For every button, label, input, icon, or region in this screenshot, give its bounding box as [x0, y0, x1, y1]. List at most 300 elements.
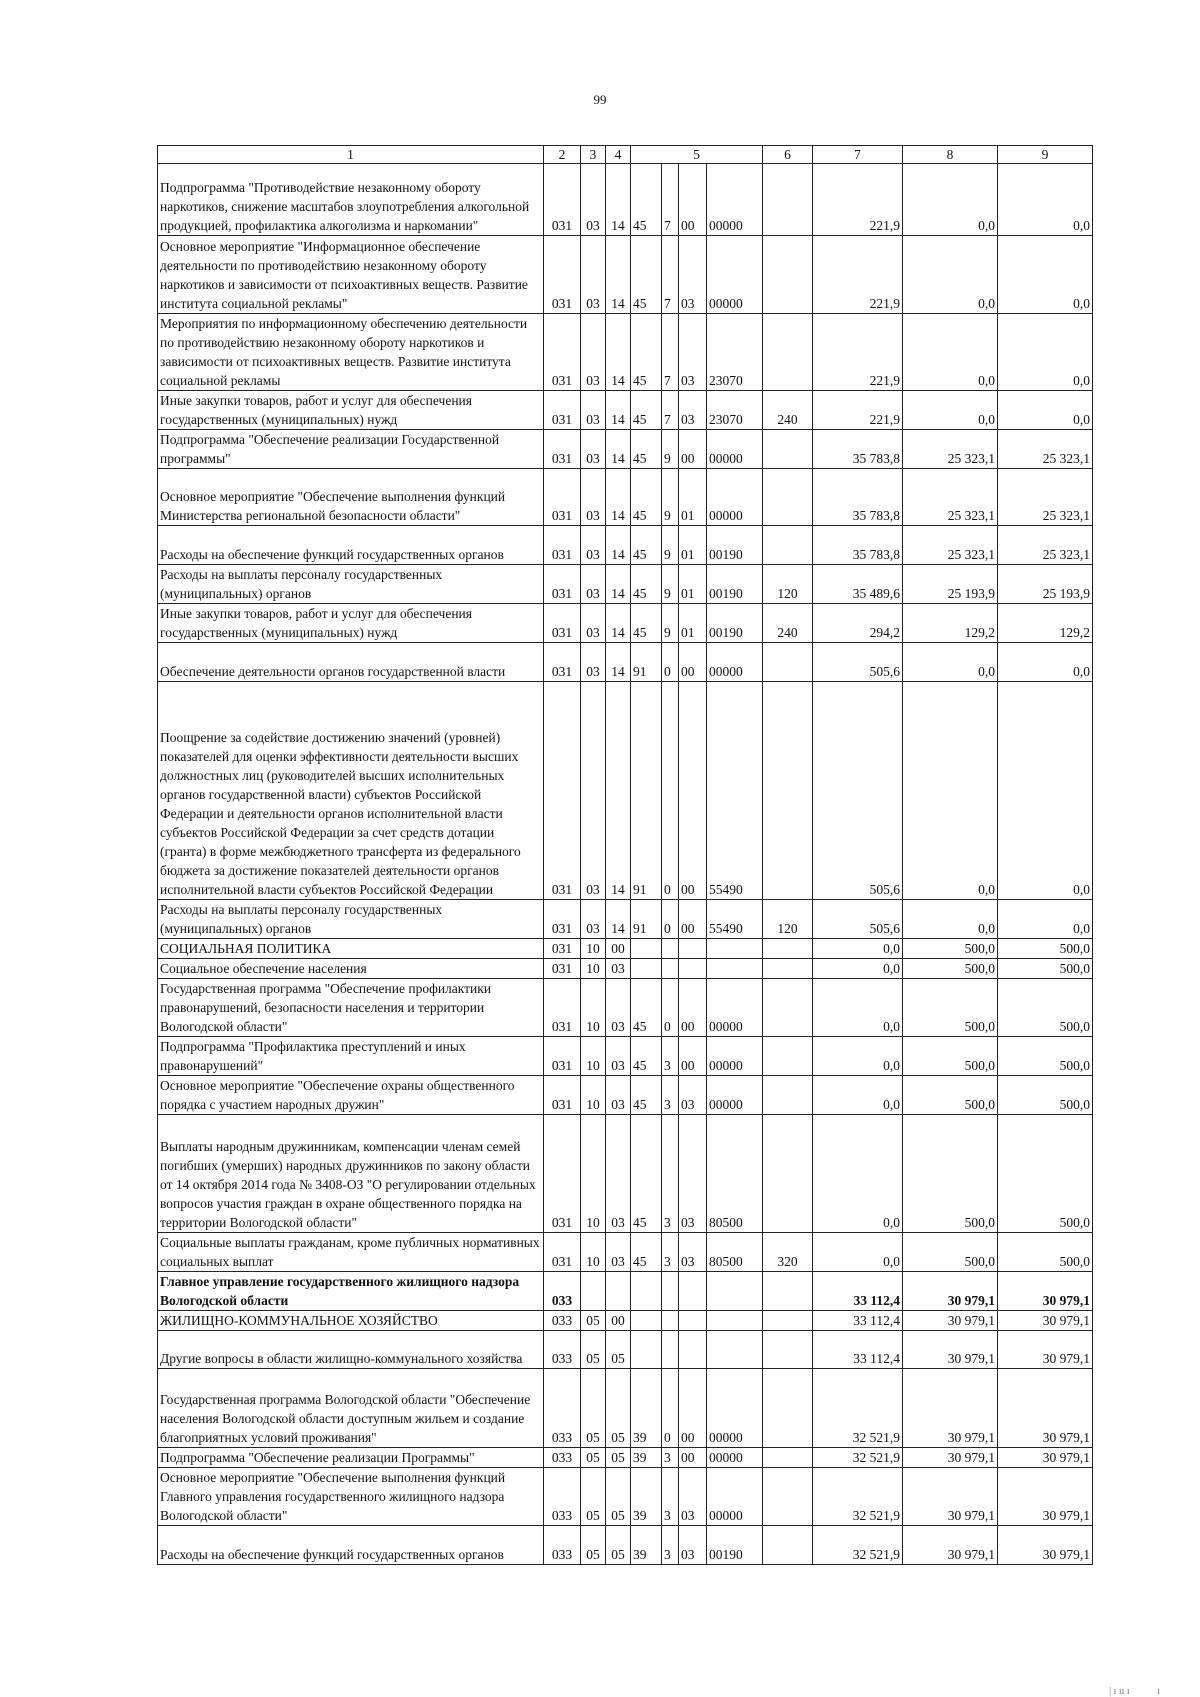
- row-col9-value: 0,0: [998, 314, 1093, 391]
- row-program-code-part1: 45: [631, 164, 662, 236]
- row-col9-value: 30 979,1: [998, 1311, 1093, 1331]
- row-name-cell: Основное мероприятие "Обеспечение выполнения функций Главного управления государственного жилищного надзора Вологодской области": [158, 1468, 544, 1526]
- row-name-cell: Основное мероприятие "Информационное обеспечение деятельности по противодействию незаконному обороту наркотиков и зависимости от психоактивных веществ. Развитие института социальной рекламы": [158, 236, 544, 314]
- row-col2-cell: 031: [544, 643, 581, 682]
- header-row: [158, 146, 1093, 164]
- row-col6-cell: [763, 1311, 813, 1331]
- row-col8-value: 500,0: [903, 1076, 998, 1115]
- row-program-code-part4: 00000: [707, 1369, 763, 1448]
- row-program-code-part4: 23070: [707, 314, 763, 391]
- page-number: 99: [593, 92, 607, 107]
- row-col3-cell: 10: [581, 1076, 606, 1115]
- row-program-code-part1: 39: [631, 1369, 662, 1448]
- row-name-cell: Расходы на выплаты персоналу государственных (муниципальных) органов: [158, 565, 544, 604]
- row-program-code-part2: 7: [662, 236, 679, 314]
- row-name-cell: Основное мероприятие "Обеспечение выполнения функций Министерства региональной безопасности области": [158, 469, 544, 526]
- row-name-cell: Подпрограмма "Профилактика преступлений и иных правонарушений": [158, 1037, 544, 1076]
- row-col7-value: 32 521,9: [813, 1369, 903, 1448]
- row-col3-cell: 03: [581, 900, 606, 939]
- row-col3-cell: 10: [581, 1115, 606, 1233]
- row-col6-cell: 240: [763, 604, 813, 643]
- row-program-code-part1: 45: [631, 1076, 662, 1115]
- table-row: [158, 1369, 1093, 1448]
- table-row: [158, 1331, 1093, 1369]
- row-program-code-part1: 39: [631, 1468, 662, 1526]
- row-program-code-part1: 45: [631, 1115, 662, 1233]
- row-program-code-part4: 55490: [707, 900, 763, 939]
- row-col8-value: 500,0: [903, 959, 998, 979]
- table-row: [158, 430, 1093, 469]
- row-program-code-part2: 3: [662, 1468, 679, 1526]
- row-program-code-part3: 01: [679, 604, 707, 643]
- row-col9-value: 500,0: [998, 1076, 1093, 1115]
- row-name-cell: Государственная программа Вологодской области "Обеспечение населения Вологодской области доступным жильем и создание благоприятных условий проживания": [158, 1369, 544, 1448]
- row-col8-value: 30 979,1: [903, 1526, 998, 1565]
- row-program-code-part1: 45: [631, 430, 662, 469]
- row-program-code-part1: 45: [631, 979, 662, 1037]
- row-col8-value: 25 323,1: [903, 469, 998, 526]
- row-program-code-part2: [662, 1272, 679, 1311]
- row-col6-cell: 120: [763, 900, 813, 939]
- row-col3-cell: 10: [581, 1037, 606, 1076]
- row-program-code-part4: 00000: [707, 1468, 763, 1526]
- row-col4-cell: 03: [606, 1233, 631, 1272]
- row-col4-cell: 03: [606, 1076, 631, 1115]
- row-col6-cell: [763, 1331, 813, 1369]
- row-name-cell: ЖИЛИЩНО-КОММУНАЛЬНОЕ ХОЗЯЙСТВО: [158, 1311, 544, 1331]
- row-program-code-part4: 00190: [707, 526, 763, 565]
- row-col6-cell: 120: [763, 565, 813, 604]
- row-col6-cell: [763, 1272, 813, 1311]
- row-col2-cell: 033: [544, 1272, 581, 1311]
- row-col8-value: 0,0: [903, 643, 998, 682]
- row-col9-value: 500,0: [998, 1233, 1093, 1272]
- table-row: [158, 1233, 1093, 1272]
- row-col9-value: 500,0: [998, 1037, 1093, 1076]
- row-program-code-part1: [631, 1272, 662, 1311]
- row-col9-value: 0,0: [998, 643, 1093, 682]
- row-program-code-part1: 45: [631, 1037, 662, 1076]
- table-row: [158, 1272, 1093, 1311]
- scan-marks: | ı ıı ı ı: [1109, 1686, 1160, 1697]
- row-name-cell: Обеспечение деятельности органов государственной власти: [158, 643, 544, 682]
- row-col4-cell: 14: [606, 900, 631, 939]
- row-col2-cell: 031: [544, 1076, 581, 1115]
- row-col7-value: 0,0: [813, 939, 903, 959]
- row-col4-cell: 14: [606, 391, 631, 430]
- table-row: [158, 682, 1093, 900]
- row-col2-cell: 033: [544, 1331, 581, 1369]
- row-program-code-part4: 23070: [707, 391, 763, 430]
- row-col7-value: 221,9: [813, 391, 903, 430]
- row-col9-value: 0,0: [998, 164, 1093, 236]
- row-program-code-part1: 39: [631, 1448, 662, 1468]
- row-col7-value: 32 521,9: [813, 1448, 903, 1468]
- row-program-code-part4: 00190: [707, 1526, 763, 1565]
- row-col2-cell: 031: [544, 391, 581, 430]
- row-col9-value: 500,0: [998, 1115, 1093, 1233]
- row-col7-value: 294,2: [813, 604, 903, 643]
- row-col7-value: 505,6: [813, 682, 903, 900]
- row-program-code-part4: 80500: [707, 1233, 763, 1272]
- row-program-code-part3: 03: [679, 1526, 707, 1565]
- row-col3-cell: 05: [581, 1311, 606, 1331]
- row-col6-cell: [763, 682, 813, 900]
- table-row: [158, 939, 1093, 959]
- row-col9-value: 30 979,1: [998, 1526, 1093, 1565]
- table-row: [158, 643, 1093, 682]
- row-col3-cell: 03: [581, 236, 606, 314]
- row-program-code-part1: [631, 1311, 662, 1331]
- row-col7-value: 505,6: [813, 900, 903, 939]
- row-name-cell: Подпрограмма "Противодействие незаконному обороту наркотиков, снижение масштабов злоупотребления алкогольной продукцией, профилактика алкоголизма и наркомании": [158, 164, 544, 236]
- row-col2-cell: 031: [544, 314, 581, 391]
- row-col7-value: 221,9: [813, 314, 903, 391]
- row-program-code-part4: 00000: [707, 430, 763, 469]
- row-col2-cell: 031: [544, 682, 581, 900]
- row-program-code-part3: 03: [679, 314, 707, 391]
- row-col2-cell: 031: [544, 164, 581, 236]
- row-col7-value: 35 783,8: [813, 430, 903, 469]
- row-col3-cell: 05: [581, 1526, 606, 1565]
- row-program-code-part3: 00: [679, 164, 707, 236]
- row-program-code-part3: 03: [679, 1076, 707, 1115]
- row-program-code-part3: 01: [679, 565, 707, 604]
- row-col8-value: 30 979,1: [903, 1331, 998, 1369]
- row-program-code-part3: 03: [679, 1468, 707, 1526]
- row-name-cell: Подпрограмма "Обеспечение реализации Программы": [158, 1448, 544, 1468]
- row-col9-value: 30 979,1: [998, 1272, 1093, 1311]
- table-row: [158, 1311, 1093, 1331]
- row-col9-value: 30 979,1: [998, 1331, 1093, 1369]
- row-col7-value: 32 521,9: [813, 1526, 903, 1565]
- row-program-code-part3: 00: [679, 1448, 707, 1468]
- row-col3-cell: 03: [581, 643, 606, 682]
- row-col4-cell: 14: [606, 236, 631, 314]
- row-col4-cell: 03: [606, 959, 631, 979]
- row-col8-value: 129,2: [903, 604, 998, 643]
- row-col2-cell: 031: [544, 430, 581, 469]
- col-header-7: 7: [813, 146, 903, 164]
- row-col3-cell: 05: [581, 1448, 606, 1468]
- row-col4-cell: 05: [606, 1526, 631, 1565]
- row-name-cell: СОЦИАЛЬНАЯ ПОЛИТИКА: [158, 939, 544, 959]
- row-program-code-part2: 3: [662, 1233, 679, 1272]
- row-col9-value: 30 979,1: [998, 1448, 1093, 1468]
- row-program-code-part4: 00000: [707, 979, 763, 1037]
- table-row: [158, 391, 1093, 430]
- row-col7-value: 0,0: [813, 1076, 903, 1115]
- row-name-cell: Главное управление государственного жилищного надзора Вологодской области: [158, 1272, 544, 1311]
- row-col9-value: 30 979,1: [998, 1369, 1093, 1448]
- row-program-code-part1: 45: [631, 526, 662, 565]
- row-col7-value: 0,0: [813, 979, 903, 1037]
- row-col2-cell: 031: [544, 1037, 581, 1076]
- row-col9-value: 500,0: [998, 979, 1093, 1037]
- row-col6-cell: [763, 979, 813, 1037]
- table-body: [158, 164, 1093, 1565]
- row-name-cell: Мероприятия по информационному обеспечению деятельности по противодействию незаконному обороту наркотиков и зависимости от психоактивных веществ. Развитие института социальной рекламы: [158, 314, 544, 391]
- row-col8-value: 0,0: [903, 682, 998, 900]
- row-col4-cell: 14: [606, 469, 631, 526]
- row-col8-value: 0,0: [903, 236, 998, 314]
- row-col6-cell: 240: [763, 391, 813, 430]
- row-col8-value: 30 979,1: [903, 1468, 998, 1526]
- row-col9-value: 25 323,1: [998, 469, 1093, 526]
- row-program-code-part4: [707, 1331, 763, 1369]
- row-program-code-part1: [631, 1331, 662, 1369]
- row-name-cell: Подпрограмма "Обеспечение реализации Государственной программы": [158, 430, 544, 469]
- table-row: [158, 1037, 1093, 1076]
- row-program-code-part2: 3: [662, 1037, 679, 1076]
- row-col9-value: 25 323,1: [998, 430, 1093, 469]
- row-col4-cell: 14: [606, 164, 631, 236]
- table-row: [158, 565, 1093, 604]
- row-col3-cell: 10: [581, 959, 606, 979]
- row-program-code-part3: [679, 959, 707, 979]
- row-col8-value: 500,0: [903, 979, 998, 1037]
- row-program-code-part4: [707, 939, 763, 959]
- row-program-code-part2: 0: [662, 1369, 679, 1448]
- row-name-cell: Социальное обеспечение населения: [158, 959, 544, 979]
- row-col4-cell: 14: [606, 430, 631, 469]
- row-program-code-part2: 0: [662, 979, 679, 1037]
- table-row: [158, 979, 1093, 1037]
- row-program-code-part3: 00: [679, 979, 707, 1037]
- row-program-code-part3: 00: [679, 682, 707, 900]
- row-col2-cell: 031: [544, 236, 581, 314]
- row-program-code-part3: 03: [679, 1115, 707, 1233]
- row-program-code-part3: 03: [679, 1233, 707, 1272]
- row-col3-cell: 03: [581, 164, 606, 236]
- row-program-code-part3: 00: [679, 900, 707, 939]
- row-program-code-part4: 00000: [707, 164, 763, 236]
- col-header-4: 4: [606, 146, 631, 164]
- row-col4-cell: 14: [606, 643, 631, 682]
- row-name-cell: Расходы на обеспечение функций государственных органов: [158, 526, 544, 565]
- row-col6-cell: [763, 643, 813, 682]
- row-col4-cell: 05: [606, 1369, 631, 1448]
- row-col9-value: 0,0: [998, 236, 1093, 314]
- row-col4-cell: 14: [606, 565, 631, 604]
- row-col2-cell: 031: [544, 565, 581, 604]
- row-col6-cell: [763, 314, 813, 391]
- row-program-code-part2: [662, 1311, 679, 1331]
- row-col3-cell: 03: [581, 526, 606, 565]
- row-col9-value: 30 979,1: [998, 1468, 1093, 1526]
- budget-table: [157, 145, 1093, 1565]
- row-col7-value: 221,9: [813, 164, 903, 236]
- row-col4-cell: 00: [606, 1311, 631, 1331]
- row-col2-cell: 031: [544, 939, 581, 959]
- table-row: [158, 164, 1093, 236]
- row-col8-value: 0,0: [903, 314, 998, 391]
- row-program-code-part2: 0: [662, 682, 679, 900]
- row-program-code-part4: 00000: [707, 1037, 763, 1076]
- row-program-code-part3: 00: [679, 1369, 707, 1448]
- row-col8-value: 25 323,1: [903, 526, 998, 565]
- row-col6-cell: [763, 1448, 813, 1468]
- col-header-5: 5: [631, 146, 763, 164]
- row-program-code-part2: [662, 939, 679, 959]
- row-col2-cell: 033: [544, 1311, 581, 1331]
- row-program-code-part2: [662, 1331, 679, 1369]
- row-col4-cell: [606, 1272, 631, 1311]
- row-program-code-part3: 03: [679, 391, 707, 430]
- row-program-code-part4: 00000: [707, 1076, 763, 1115]
- row-col6-cell: [763, 469, 813, 526]
- row-col8-value: 500,0: [903, 1233, 998, 1272]
- row-col4-cell: 14: [606, 604, 631, 643]
- row-col6-cell: [763, 526, 813, 565]
- row-program-code-part4: 80500: [707, 1115, 763, 1233]
- row-col6-cell: [763, 1468, 813, 1526]
- row-program-code-part1: 45: [631, 469, 662, 526]
- row-col2-cell: 031: [544, 469, 581, 526]
- row-name-cell: Поощрение за содействие достижению значений (уровней) показателей для оценки эффективности деятельности высших должностных лиц (руководителей высших исполнительных органов государственной власти) субъектов Российской Федерации и деятельности органов исполнительной власти субъектов Российской Федерации за счет средств дотации (гранта) в форме межбюджетного трансферта из федерального бюджета за достижение показателей деятельности органов исполнительной власти субъектов Российской Федерации: [158, 682, 544, 900]
- row-program-code-part2: 9: [662, 604, 679, 643]
- row-program-code-part1: 45: [631, 314, 662, 391]
- row-col4-cell: 14: [606, 314, 631, 391]
- row-name-cell: Иные закупки товаров, работ и услуг для обеспечения государственных (муниципальных) нужд: [158, 391, 544, 430]
- row-program-code-part1: 45: [631, 565, 662, 604]
- row-col7-value: 221,9: [813, 236, 903, 314]
- col-header-2: 2: [544, 146, 581, 164]
- row-col8-value: 0,0: [903, 164, 998, 236]
- row-name-cell: Другие вопросы в области жилищно-коммунального хозяйства: [158, 1331, 544, 1369]
- row-name-cell: Выплаты народным дружинникам, компенсации членам семей погибших (умерших) народных дружинников по закону области от 14 октября 2014 года № 3408-ОЗ "О регулировании отдельных вопросов участия граждан в охране общественного порядка на территории Вологодской области": [158, 1115, 544, 1233]
- row-program-code-part2: 9: [662, 565, 679, 604]
- row-col8-value: 25 323,1: [903, 430, 998, 469]
- row-col7-value: 505,6: [813, 643, 903, 682]
- col-header-8: 8: [903, 146, 998, 164]
- row-col7-value: 0,0: [813, 1037, 903, 1076]
- row-col7-value: 35 783,8: [813, 526, 903, 565]
- row-program-code-part3: [679, 1272, 707, 1311]
- row-col2-cell: 031: [544, 526, 581, 565]
- row-program-code-part4: 00190: [707, 604, 763, 643]
- row-col3-cell: 03: [581, 604, 606, 643]
- row-col4-cell: 03: [606, 1037, 631, 1076]
- row-name-cell: Государственная программа "Обеспечение профилактики правонарушений, безопасности населения и территории Вологодской области": [158, 979, 544, 1037]
- row-col3-cell: [581, 1272, 606, 1311]
- row-col8-value: 0,0: [903, 900, 998, 939]
- row-program-code-part1: 91: [631, 682, 662, 900]
- row-col7-value: 35 489,6: [813, 565, 903, 604]
- row-col7-value: 33 112,4: [813, 1311, 903, 1331]
- row-program-code-part2: 7: [662, 314, 679, 391]
- row-program-code-part4: [707, 1272, 763, 1311]
- row-col8-value: 30 979,1: [903, 1272, 998, 1311]
- row-name-cell: Иные закупки товаров, работ и услуг для обеспечения государственных (муниципальных) нужд: [158, 604, 544, 643]
- row-program-code-part1: 39: [631, 1526, 662, 1565]
- row-col4-cell: 14: [606, 526, 631, 565]
- table-row: [158, 604, 1093, 643]
- row-program-code-part4: 00000: [707, 1448, 763, 1468]
- row-col8-value: 30 979,1: [903, 1311, 998, 1331]
- row-col8-value: 500,0: [903, 1037, 998, 1076]
- row-program-code-part1: 45: [631, 236, 662, 314]
- row-program-code-part2: 3: [662, 1115, 679, 1233]
- row-col2-cell: 031: [544, 959, 581, 979]
- row-program-code-part3: 00: [679, 643, 707, 682]
- row-name-cell: Расходы на обеспечение функций государственных органов: [158, 1526, 544, 1565]
- row-name-cell: Расходы на выплаты персоналу государственных (муниципальных) органов: [158, 900, 544, 939]
- row-col3-cell: 03: [581, 682, 606, 900]
- table-row: [158, 314, 1093, 391]
- col-header-3: 3: [581, 146, 606, 164]
- row-col7-value: 33 112,4: [813, 1272, 903, 1311]
- row-col6-cell: [763, 1369, 813, 1448]
- row-program-code-part2: 3: [662, 1448, 679, 1468]
- row-program-code-part1: [631, 939, 662, 959]
- row-program-code-part4: 00000: [707, 469, 763, 526]
- row-col9-value: 129,2: [998, 604, 1093, 643]
- row-col9-value: 0,0: [998, 391, 1093, 430]
- row-col2-cell: 031: [544, 1233, 581, 1272]
- col-header-6: 6: [763, 146, 813, 164]
- row-col6-cell: [763, 236, 813, 314]
- row-program-code-part2: 7: [662, 164, 679, 236]
- row-col4-cell: 03: [606, 979, 631, 1037]
- row-col2-cell: 033: [544, 1468, 581, 1526]
- row-col2-cell: 033: [544, 1369, 581, 1448]
- row-col3-cell: 03: [581, 430, 606, 469]
- row-col4-cell: 05: [606, 1468, 631, 1526]
- row-program-code-part1: 45: [631, 604, 662, 643]
- table-row: [158, 1076, 1093, 1115]
- col-header-9: 9: [998, 146, 1093, 164]
- row-program-code-part3: 01: [679, 526, 707, 565]
- row-program-code-part2: [662, 959, 679, 979]
- row-col3-cell: 10: [581, 979, 606, 1037]
- row-name-cell: Социальные выплаты гражданам, кроме публичных нормативных социальных выплат: [158, 1233, 544, 1272]
- row-program-code-part3: 00: [679, 1037, 707, 1076]
- row-program-code-part2: 9: [662, 469, 679, 526]
- row-col2-cell: 031: [544, 900, 581, 939]
- row-col6-cell: [763, 959, 813, 979]
- row-program-code-part3: [679, 939, 707, 959]
- row-program-code-part4: 00190: [707, 565, 763, 604]
- row-col8-value: 500,0: [903, 1115, 998, 1233]
- row-col4-cell: 05: [606, 1331, 631, 1369]
- row-program-code-part4: 00000: [707, 643, 763, 682]
- table-row: [158, 959, 1093, 979]
- row-col7-value: 33 112,4: [813, 1331, 903, 1369]
- row-col4-cell: 14: [606, 682, 631, 900]
- row-program-code-part3: 00: [679, 430, 707, 469]
- row-program-code-part4: 55490: [707, 682, 763, 900]
- table-row: [158, 469, 1093, 526]
- row-col3-cell: 03: [581, 391, 606, 430]
- table-row: [158, 900, 1093, 939]
- row-col6-cell: [763, 1526, 813, 1565]
- row-program-code-part2: 9: [662, 526, 679, 565]
- row-name-cell: Основное мероприятие "Обеспечение охраны общественного порядка с участием народных дружин": [158, 1076, 544, 1115]
- row-col6-cell: [763, 939, 813, 959]
- row-col3-cell: 05: [581, 1331, 606, 1369]
- row-program-code-part3: 01: [679, 469, 707, 526]
- row-program-code-part3: 03: [679, 236, 707, 314]
- row-col2-cell: 033: [544, 1448, 581, 1468]
- col-header-1: 1: [158, 146, 544, 164]
- row-col3-cell: 03: [581, 314, 606, 391]
- row-col3-cell: 03: [581, 565, 606, 604]
- row-col6-cell: [763, 1076, 813, 1115]
- row-program-code-part1: 45: [631, 391, 662, 430]
- row-col9-value: 25 193,9: [998, 565, 1093, 604]
- row-col7-value: 0,0: [813, 1115, 903, 1233]
